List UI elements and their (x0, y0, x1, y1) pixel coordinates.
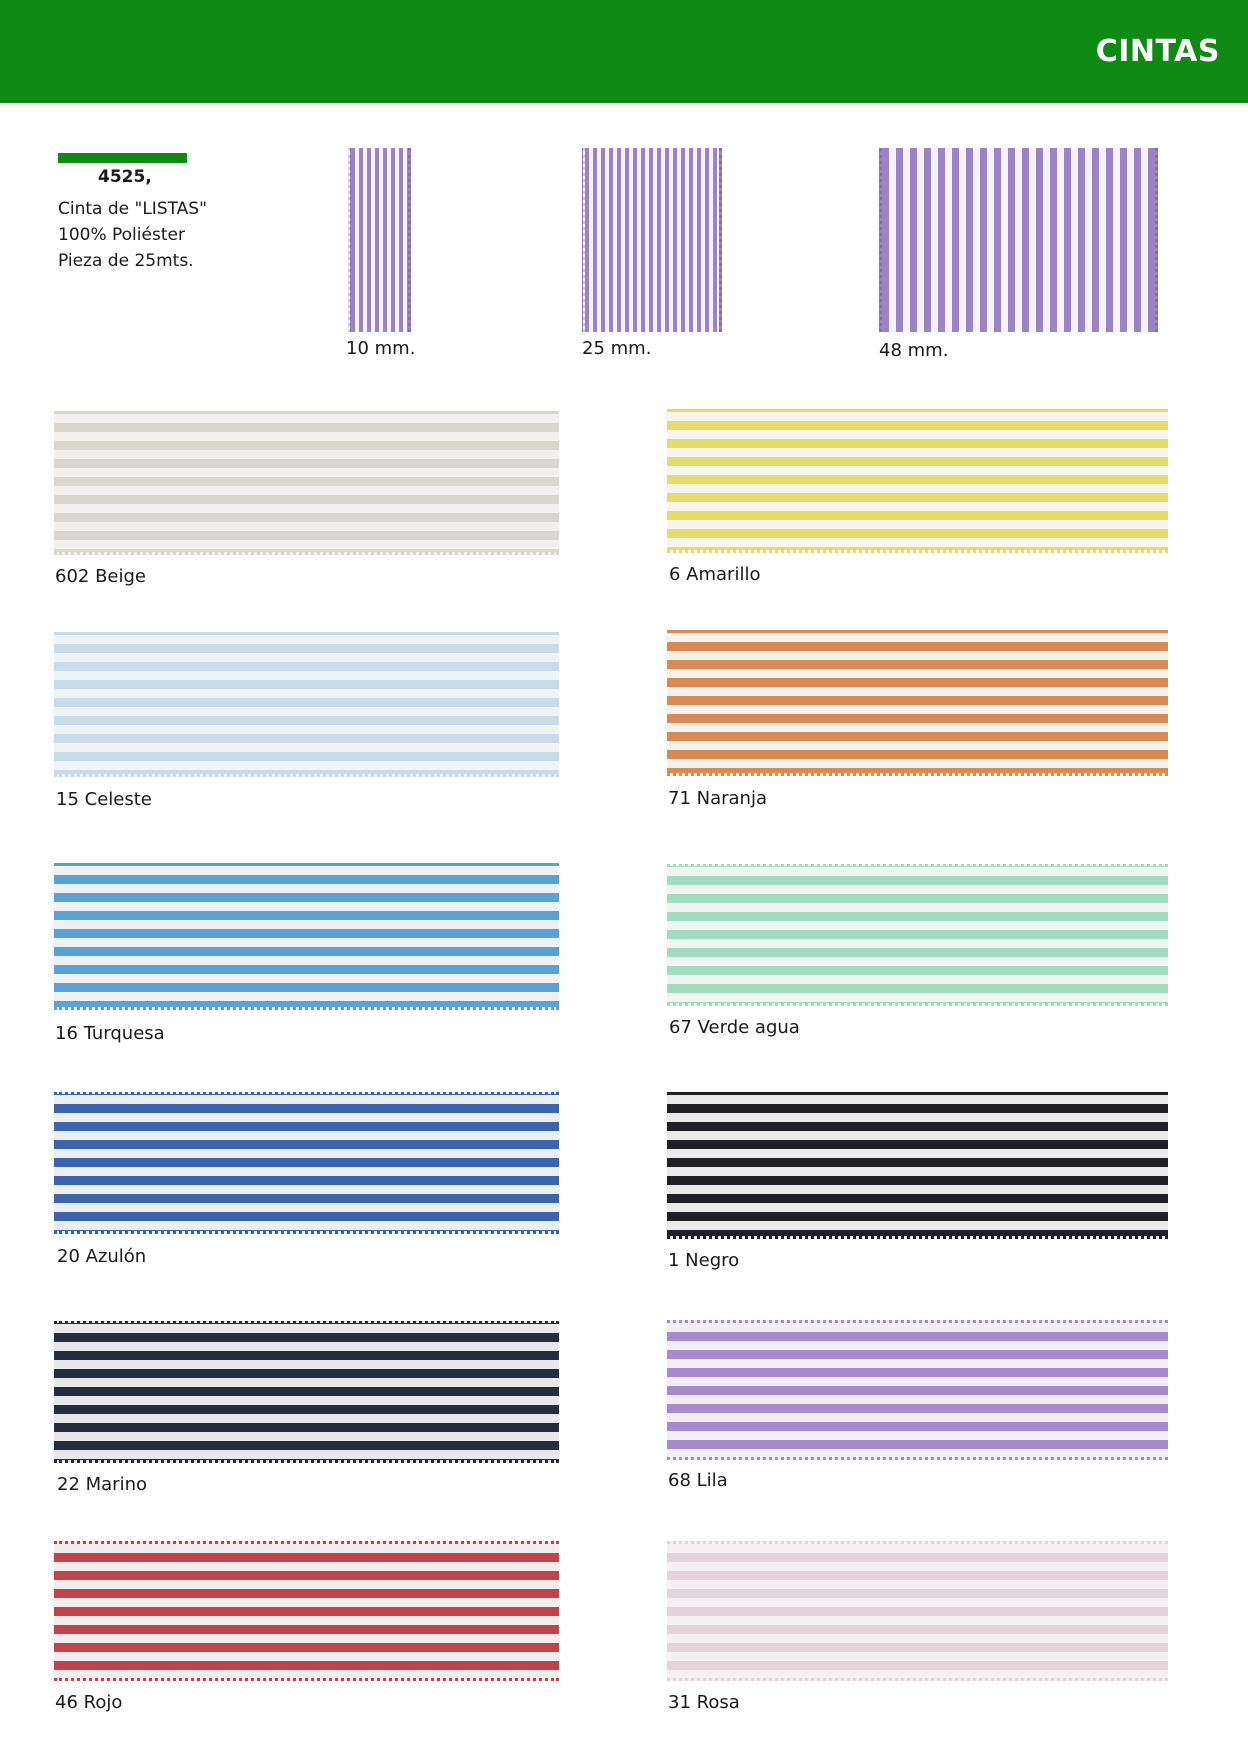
color-label-rojo: 46 Rojo (55, 1692, 123, 1713)
color-label-naranja: 71 Naranja (668, 788, 767, 809)
product-material: 100% Poliéster (58, 225, 185, 245)
ribbon-color-swatch-beige (54, 411, 559, 555)
ribbon-color-swatch-lila (667, 1320, 1168, 1460)
header-bar (0, 0, 1248, 103)
ribbon-color-swatch-verde-agua (667, 864, 1168, 1006)
page-title: CINTAS (1095, 34, 1220, 69)
product-length: Pieza de 25mts. (58, 251, 194, 271)
ribbon-color-swatch-azulon (54, 1092, 559, 1234)
ribbon-width-sample-48mm (879, 148, 1158, 332)
width-label-48mm: 48 mm. (879, 340, 949, 361)
color-label-lila: 68 Lila (668, 1470, 728, 1491)
product-accent-bar (58, 153, 187, 163)
color-label-azulon: 20 Azulón (57, 1246, 147, 1267)
width-label-10mm: 10 mm. (346, 338, 416, 359)
color-label-verde-agua: 67 Verde agua (669, 1017, 800, 1038)
ribbon-color-swatch-rojo (54, 1541, 559, 1681)
ribbon-color-swatch-celeste (54, 632, 559, 777)
color-label-rosa: 31 Rosa (668, 1692, 740, 1713)
color-label-turquesa: 16 Turquesa (55, 1023, 165, 1044)
ribbon-width-sample-10mm (348, 148, 411, 332)
ribbon-width-sample-25mm (582, 148, 722, 332)
color-label-celeste: 15 Celeste (56, 789, 152, 810)
color-label-amarillo: 6 Amarillo (669, 564, 761, 585)
ribbon-color-swatch-turquesa (54, 863, 559, 1010)
width-label-25mm: 25 mm. (582, 338, 652, 359)
ribbon-color-swatch-negro (667, 1092, 1168, 1239)
ribbon-color-swatch-amarillo (667, 409, 1168, 553)
color-label-marino: 22 Marino (57, 1474, 148, 1495)
ribbon-color-swatch-naranja (667, 630, 1168, 776)
ribbon-color-swatch-rosa (667, 1541, 1168, 1681)
product-description: Cinta de "LISTAS" (58, 199, 207, 219)
ribbon-color-swatch-marino (54, 1321, 559, 1463)
color-label-negro: 1 Negro (668, 1250, 740, 1271)
color-label-beige: 602 Beige (55, 566, 147, 587)
product-code: 4525, (98, 167, 152, 187)
